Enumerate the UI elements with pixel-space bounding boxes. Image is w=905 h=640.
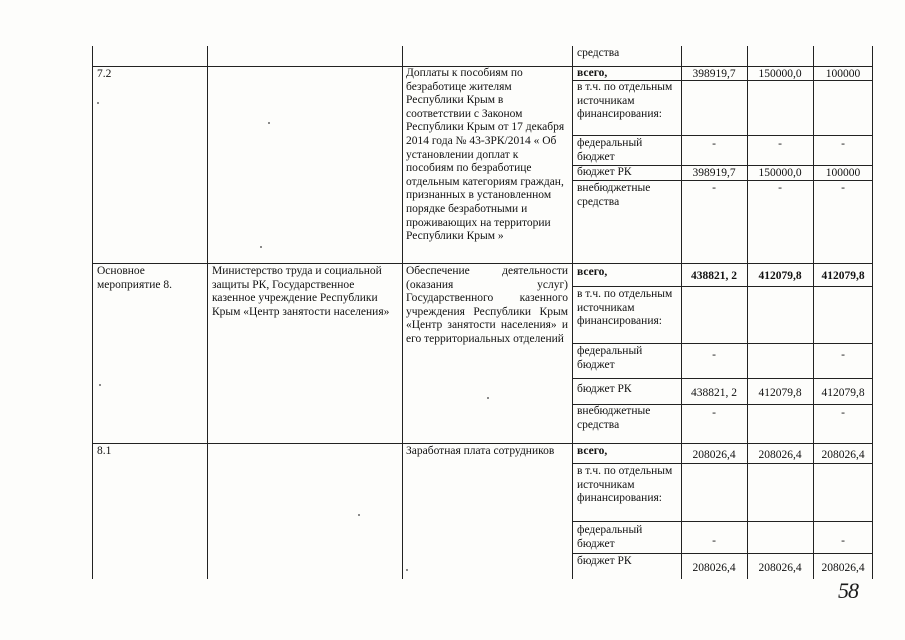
subrow-divider [572, 378, 873, 379]
value-cell: - [712, 138, 716, 150]
scan-speck [97, 102, 99, 104]
source-rk-label: бюджет РК [577, 166, 632, 178]
row-number: Основное мероприятие 8. [97, 265, 173, 291]
table-column-divider [813, 46, 814, 579]
scan-speck [268, 122, 270, 124]
value-cell: - [712, 182, 716, 194]
value-cell: 208026,4 [821, 449, 865, 461]
value-cell: 412079,8 [758, 270, 802, 282]
scan-speck [260, 246, 262, 248]
scan-speck [99, 384, 101, 386]
source-total-label: всего, [577, 266, 608, 278]
source-total-label: всего, [577, 445, 608, 457]
value-cell: - [841, 182, 845, 194]
executor: Министерство труда и социальной защиты РК, Государственное казенное учреждение Республики Крым «Центр занятости населения» [212, 265, 390, 318]
value-cell: - [778, 138, 782, 150]
value-cell: 208026,4 [758, 449, 802, 461]
source-federal-label: федеральный бюджет [577, 345, 643, 371]
value-cell: - [712, 535, 716, 547]
table-column-divider [747, 46, 748, 579]
subrow-divider [572, 343, 873, 344]
source-federal-label: федеральный бюджет [577, 137, 643, 163]
value-cell: 150000,0 [758, 167, 802, 179]
source-federal-label: федеральный бюджет [577, 524, 643, 550]
source-total-label: всего, [577, 67, 608, 79]
scan-speck [487, 397, 489, 399]
table-column-divider [207, 46, 208, 579]
value-cell: - [841, 138, 845, 150]
value-cell: 398919,7 [692, 167, 736, 179]
source-label: средства [577, 47, 620, 59]
value-cell: 412079,8 [821, 387, 865, 399]
source-offbudget-label: внебюджетные средства [577, 182, 651, 208]
row-divider [92, 263, 873, 264]
table-column-divider [572, 46, 573, 579]
value-cell: - [841, 349, 845, 361]
subrow-divider [572, 180, 873, 181]
source-rk-label: бюджет РК [577, 383, 632, 395]
source-incl-label: в т.ч. по отдельным источникам финансирования: [577, 81, 673, 121]
table-column-divider [681, 46, 682, 579]
row-number: 7.2 [97, 68, 112, 80]
value-cell: - [778, 182, 782, 194]
measure-description: Доплаты к пособиям по безработице жителям Республики Крым в соответствии с Законом Республики Крым от 17 декабря 2014 года № 43-ЗРК/2014 « Об установлении доплат к пособиям по безработице отдельным категориям граждан, признанных в установленном порядке безработными и проживающих на территории Республики Крым » [406, 67, 565, 243]
page-number: 58 [838, 578, 858, 603]
subrow-divider [572, 286, 873, 287]
source-rk-label: бюджет РК [577, 555, 632, 567]
subrow-divider [572, 135, 873, 136]
source-offbudget-label: внебюджетные средства [577, 405, 651, 431]
value-cell: 438821, 2 [691, 387, 737, 399]
row-divider [92, 443, 873, 444]
measure-description: Заработная плата сотрудников [406, 445, 555, 457]
table-border-right [872, 46, 873, 579]
scan-speck [358, 514, 360, 516]
value-cell: - [841, 535, 845, 547]
source-incl-label: в т.ч. по отдельным источникам финансирования: [577, 288, 673, 328]
row-number: 8.1 [97, 445, 112, 457]
subrow-divider [572, 463, 873, 464]
table-column-divider [402, 46, 403, 579]
value-cell: 100000 [825, 68, 861, 80]
measure-description: Обеспечение деятельности (оказания услуг) Государственного казенного учреждения Республики Крым «Центр занятости населения» и его территориальных отделений [406, 265, 568, 345]
value-cell: 208026,4 [692, 449, 736, 461]
value-cell: 208026,4 [821, 562, 865, 574]
value-cell: 398919,7 [692, 68, 736, 80]
value-cell: 412079,8 [758, 387, 802, 399]
value-cell: 412079,8 [821, 270, 865, 282]
value-cell: 438821, 2 [691, 270, 737, 282]
value-cell: - [841, 407, 845, 419]
subrow-divider [572, 553, 873, 554]
value-cell: 208026,4 [758, 562, 802, 574]
subrow-divider [572, 521, 873, 522]
source-incl-label: в т.ч. по отдельным источникам финансирования: [577, 465, 673, 505]
scan-speck [406, 569, 408, 571]
value-cell: - [712, 407, 716, 419]
value-cell: 100000 [825, 167, 861, 179]
value-cell: 208026,4 [692, 562, 736, 574]
value-cell: 150000,0 [758, 68, 802, 80]
value-cell: - [712, 349, 716, 361]
table-border-left [92, 46, 93, 579]
